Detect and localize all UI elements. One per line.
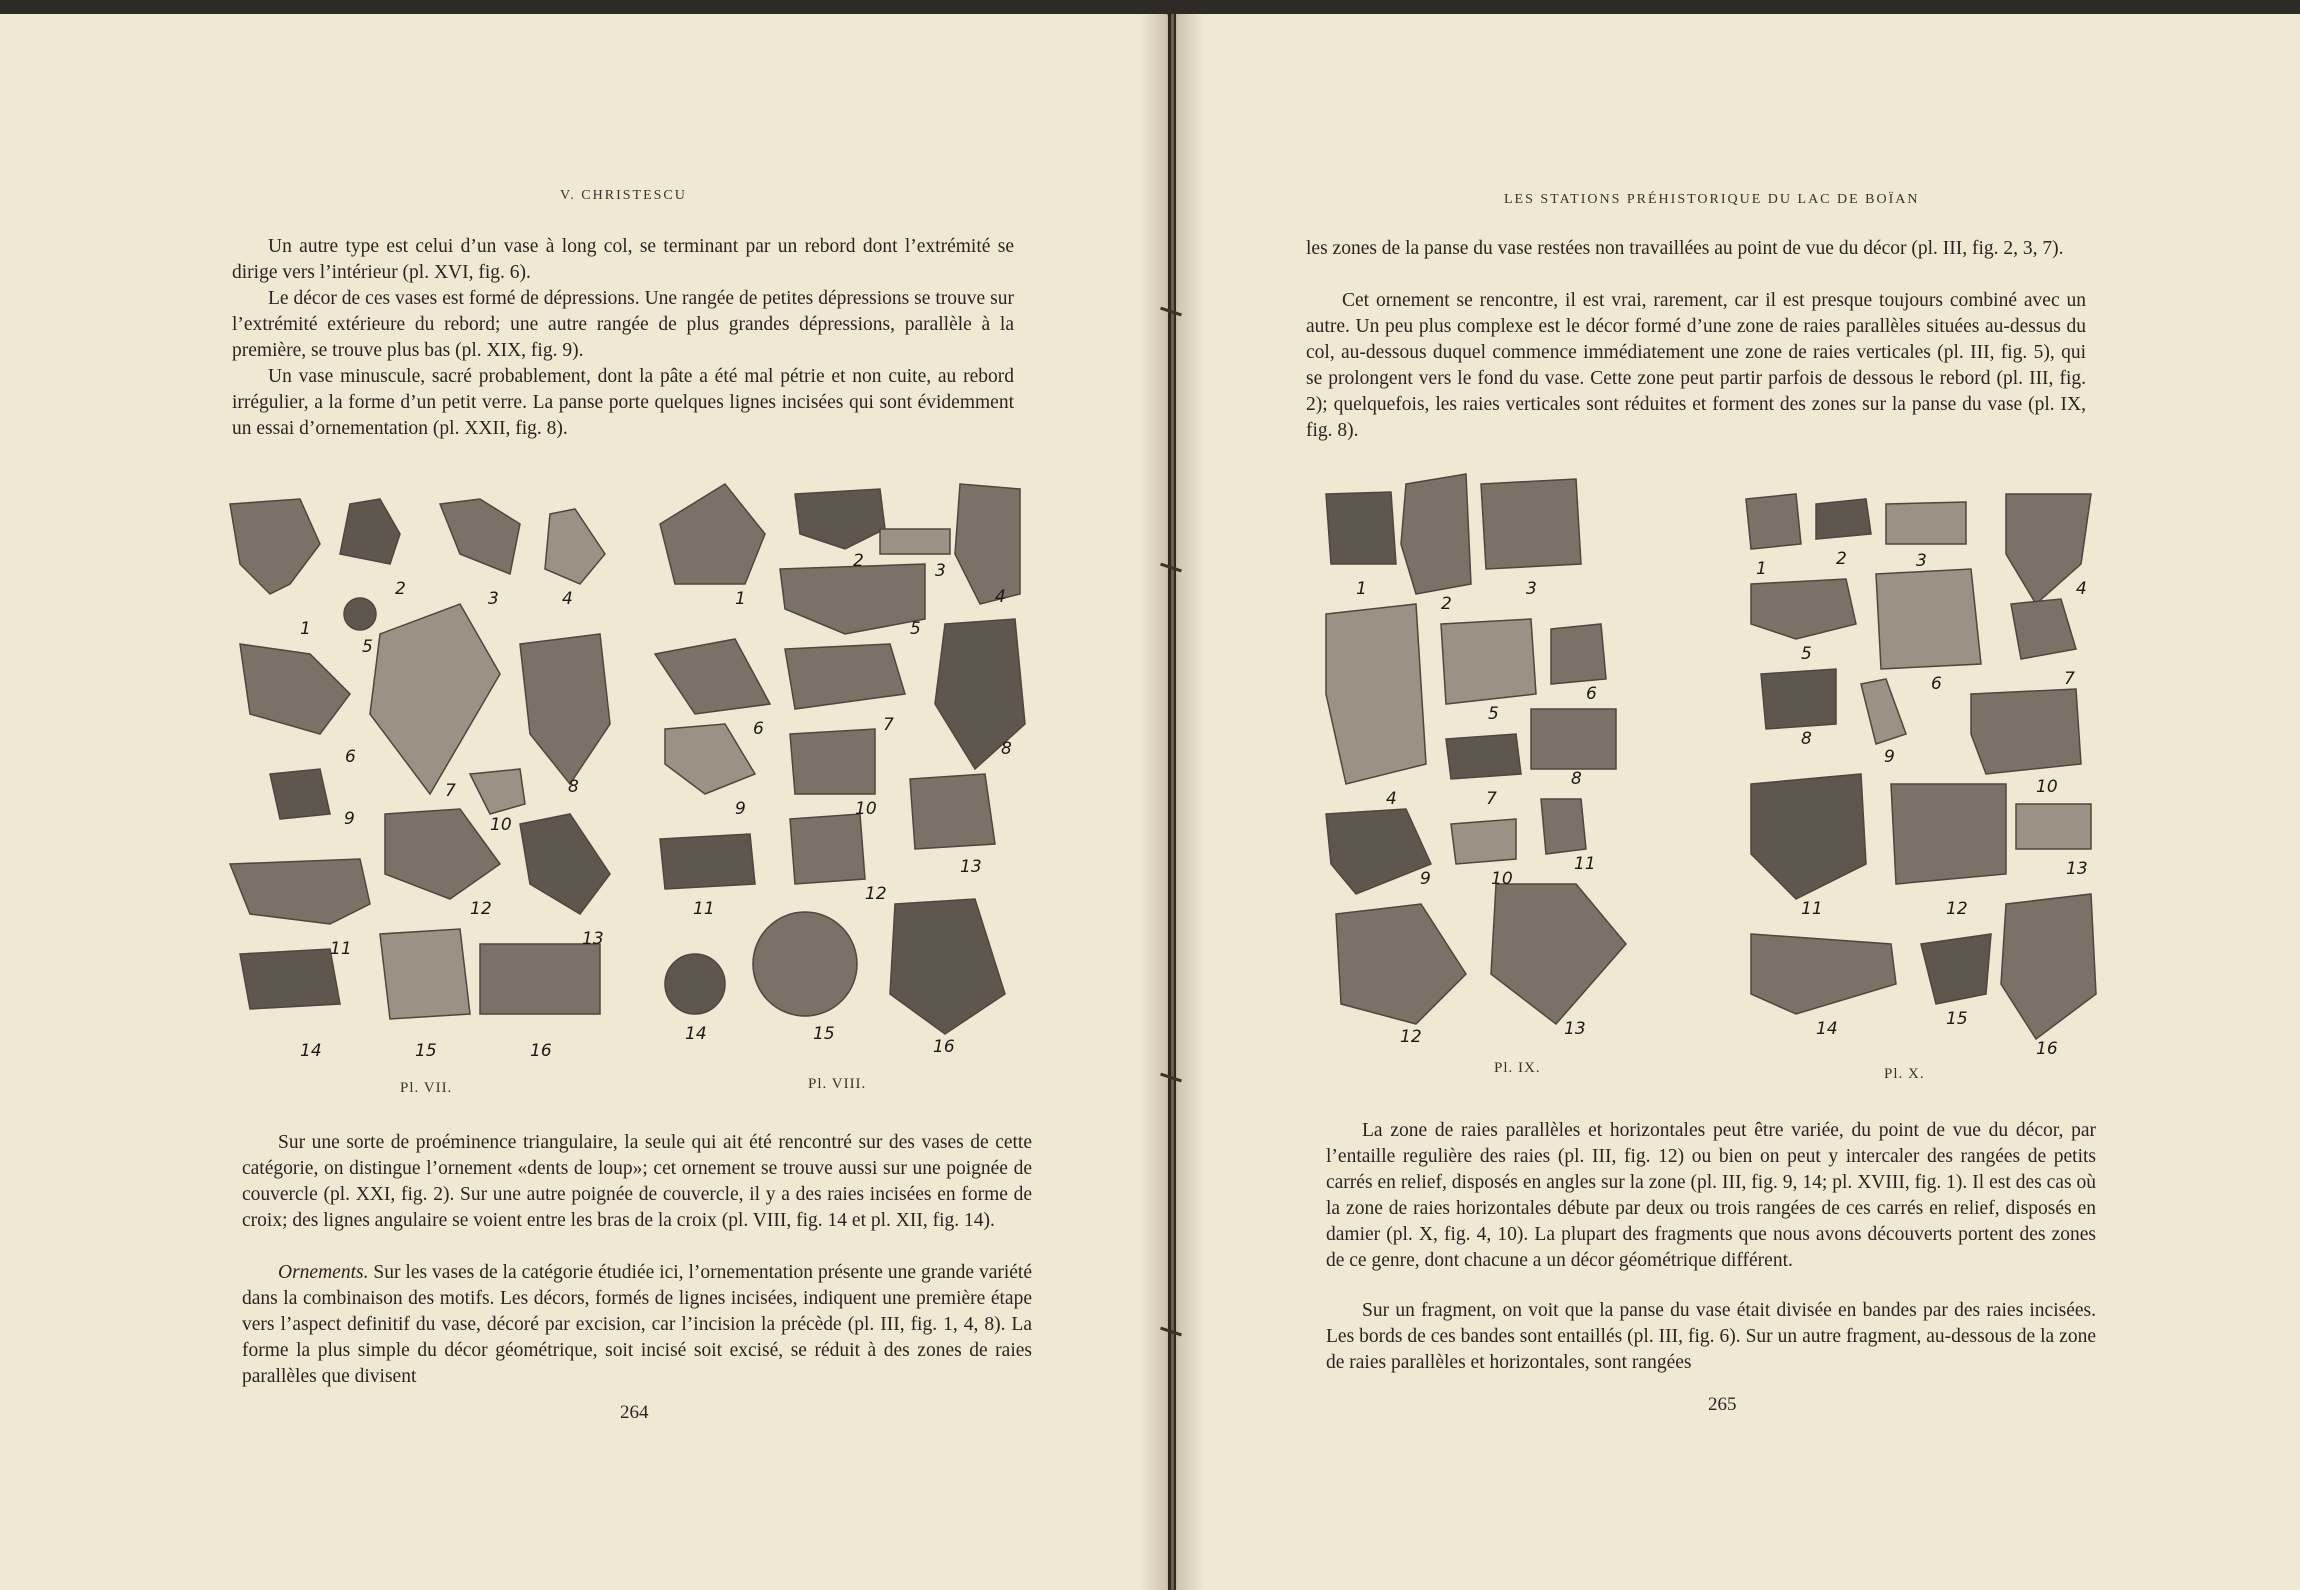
fig-num-ix-7: 7: [1486, 789, 1497, 809]
shard-viii-11: [660, 834, 755, 889]
fig-num-x-10: 10: [2036, 777, 2058, 797]
shard-ix-13: [1491, 884, 1626, 1024]
shard-vii-14: [240, 949, 340, 1009]
plate-x-caption: Pl. X.: [1884, 1066, 1925, 1082]
left-page-number: 264: [620, 1402, 649, 1423]
fig-num-x-3: 3: [1916, 551, 1927, 571]
fig-num-ix-6: 6: [1586, 684, 1597, 704]
fig-num-vii-9: 9: [344, 809, 355, 829]
shard-x-6: [1876, 569, 1981, 669]
fig-num-ix-10: 10: [1491, 869, 1513, 889]
shard-vii-3: [440, 499, 520, 574]
shard-viii-10: [790, 729, 875, 794]
left-running-header: V. CHRISTESCU: [560, 188, 687, 203]
fig-num-viii-4: 4: [995, 587, 1006, 607]
fig-num-viii-11: 11: [693, 899, 715, 919]
fig-num-x-15: 15: [1946, 1009, 1968, 1029]
fig-num-vii-10: 10: [490, 815, 512, 835]
left-paragraph-3: Un vase minuscule, sacré probablement, dont la pâte a été mal pétrie et non cuite, au rebord irrégulier, a la forme d’un petit verre. La panse porte quelques lignes incisées qui sont évidemment un essai d’ornementation (pl. XXII, fig. 8).: [232, 366, 1014, 439]
shard-vii-4: [545, 509, 605, 584]
shard-viii-14: [665, 954, 725, 1014]
fig-num-vii-8: 8: [568, 777, 579, 797]
shard-ix-4: [1326, 604, 1426, 784]
shard-vii-7: [370, 604, 500, 794]
shard-viii-15: [753, 912, 857, 1016]
shard-vii-8: [520, 634, 610, 784]
left-page: [0, 14, 1168, 1590]
fig-num-ix-1: 1: [1356, 579, 1367, 599]
book-spine-line: [1171, 14, 1174, 1590]
fig-num-x-11: 11: [1801, 899, 1823, 919]
shard-ix-12: [1336, 904, 1466, 1024]
fig-num-vii-4: 4: [562, 589, 573, 609]
shard-vii-11: [230, 859, 370, 924]
fig-num-x-14: 14: [1816, 1019, 1838, 1039]
fig-num-x-4: 4: [2076, 579, 2087, 599]
left-paragraph-2: Le décor de ces vases est formé de dépressions. Une rangée de petites dépressions se trouve sur l’extrémité extérieure du rebord; une autre rangée de plus grandes dépressions, parallèle à la première, se trouve plus bas (pl. XIX, fig. 9).: [232, 288, 1014, 361]
left-paragraph-4: Sur une sorte de proéminence triangulaire, la seule qui ait été rencontré sur des vases de cette catégorie, on distingue l’ornement «dents de loup»; cet ornement se trouve aussi sur une poignée de couvercle (pl. XXI, fig. 2). Sur une autre poignée de couvercle, il y a des raies incisées en forme de croix; des lignes angulaire se voient entre les bras de la croix (pl. VIII, fig. 14 et pl. XII, fig. 14).: [242, 1132, 1032, 1231]
fig-num-viii-10: 10: [855, 799, 877, 819]
fig-num-vii-2: 2: [395, 579, 406, 599]
fig-num-x-13: 13: [2066, 859, 2088, 879]
shard-x-12: [1891, 784, 2006, 884]
fig-num-vii-13: 13: [582, 929, 604, 949]
fig-num-viii-12: 12: [865, 884, 887, 904]
fig-num-viii-16: 16: [933, 1037, 955, 1057]
shard-x-16: [2001, 894, 2096, 1039]
shard-ix-7: [1446, 734, 1521, 779]
fig-num-viii-7: 7: [883, 715, 894, 735]
fig-num-ix-9: 9: [1420, 869, 1431, 889]
fig-num-x-5: 5: [1801, 644, 1812, 664]
fig-num-x-6: 6: [1931, 674, 1942, 694]
shard-x-1: [1746, 494, 1801, 549]
shard-ix-8: [1531, 709, 1616, 769]
fig-num-vii-6: 6: [345, 747, 356, 767]
shard-vii-5: [344, 598, 376, 630]
shard-ix-5: [1441, 619, 1536, 704]
fig-num-viii-6: 6: [753, 719, 764, 739]
shard-x-8: [1761, 669, 1836, 729]
shard-x-15: [1921, 934, 1991, 1004]
shard-ix-3: [1481, 479, 1581, 569]
right-paragraph-2: Cet ornement se rencontre, il est vrai, rarement, car il est presque toujours combiné avec un autre. Un peu plus complexe est le décor formé d’une zone de raies parallèles situées au-dessus du col, au-dessous duquel commence immédiatement une zone de raies verticales (pl. III, fig. 5), qui se prolongent vers le fond du vase. Cette zone peut partir parfois de dessous le rebord (pl. III, fig. 2); quelquefois, les raies verticales sont réduites et forment des zones sur la panse du vase (pl. IX, fig. 8).: [1306, 290, 2086, 441]
shard-viii-16: [890, 899, 1005, 1034]
shard-ix-2: [1401, 474, 1471, 594]
fig-num-viii-5: 5: [910, 619, 921, 639]
shard-vii-1: [230, 499, 320, 594]
left-paragraph-5: [242, 1260, 1032, 1390]
right-paragraph-4: Sur un fragment, on voit que la panse du vase était divisée en bandes par des raies incisées. Les bords de ces bandes sont entaillés (pl. III, fig. 6). Sur un autre fragment, au-dessous de la zone de raies parallèles et horizontales, sont rangées: [1326, 1300, 2096, 1373]
fig-num-x-8: 8: [1801, 729, 1812, 749]
shard-vii-9: [270, 769, 330, 819]
fig-num-ix-3: 3: [1526, 579, 1537, 599]
fig-num-x-9: 9: [1884, 747, 1895, 767]
fig-num-vii-12: 12: [470, 899, 492, 919]
fig-num-viii-8: 8: [1001, 739, 1012, 759]
fig-num-viii-14: 14: [685, 1024, 707, 1044]
fig-num-ix-13: 13: [1564, 1019, 1586, 1039]
shard-viii-12: [790, 814, 865, 884]
shard-viii-4: [955, 484, 1020, 604]
fig-num-ix-11: 11: [1574, 854, 1596, 874]
shard-x-5: [1751, 579, 1856, 639]
fig-num-viii-13: 13: [960, 857, 982, 877]
fig-num-ix-2: 2: [1441, 594, 1452, 614]
shard-x-3: [1886, 502, 1966, 544]
right-paragraph-1: les zones de la panse du vase restées non travaillées au point de vue du décor (pl. III, fig. 2, 3, 7).: [1306, 238, 2064, 259]
fig-num-viii-9: 9: [735, 799, 746, 819]
fig-num-vii-16: 16: [530, 1041, 552, 1061]
fig-num-viii-3: 3: [935, 561, 946, 581]
shard-viii-7: [785, 644, 905, 709]
shard-ix-1: [1326, 492, 1396, 564]
right-page: [1176, 14, 2300, 1590]
fig-num-ix-8: 8: [1571, 769, 1582, 789]
shard-viii-9: [665, 724, 755, 794]
shard-vii-6: [240, 644, 350, 734]
fig-num-x-12: 12: [1946, 899, 1968, 919]
fig-num-viii-15: 15: [813, 1024, 835, 1044]
shard-ix-9: [1326, 809, 1431, 894]
shard-viii-2: [795, 489, 885, 549]
shard-viii-5: [780, 564, 925, 634]
shard-vii-16: [480, 944, 600, 1014]
left-paragraph-1: Un autre type est celui d’un vase à long col, se terminant par un rebord dont l’extrémité se dirige vers l’intérieur (pl. XVI, fig. 6).: [232, 236, 1014, 283]
left-paragraph-5-text: Sur les vases de la catégorie étudiée ici, l’ornementation présente une grande variété dans la combinaison des motifs. Les décors, formés de lignes incisées, indiquent une première étape vers l’aspect definitif du vase, décoré par excision, car l’incision la précède (pl. III, fig. 1, 4, 8). La forme la plus simple du décor géométrique, soit incisé soit excisé, se réduit à des zones de raies parallèles que divisent: [242, 1262, 1033, 1387]
shard-vii-10: [470, 769, 525, 814]
shard-vii-2: [340, 499, 400, 564]
fig-num-ix-5: 5: [1488, 704, 1499, 724]
shard-viii-6: [655, 639, 770, 714]
shard-x-9: [1861, 679, 1906, 744]
shard-vii-12: [385, 809, 500, 899]
fig-num-viii-1: 1: [735, 589, 746, 609]
right-running-header: LES STATIONS PRÉHISTORIQUE DU LAC DE BOÏAN: [1504, 192, 1920, 207]
plate-vii-caption: Pl. VII.: [400, 1080, 453, 1096]
plate-ix-caption: Pl. IX.: [1494, 1060, 1541, 1076]
shard-viii-13: [910, 774, 995, 849]
right-paragraph-3: La zone de raies parallèles et horizontales peut être variée, du point de vue du décor, par l’entaille regulière des raies (pl. III, fig. 12) ou bien on peut y intercaler des rangées de petits carrés en relief, disposés en angles sur la zone (pl. III, fig. 9, 14; pl. XVIII, fig. 1). Il est des cas où la zone de raies horizontales débute par deux ou trois rangées de ces carrés en relief, disposés en damier (pl. X, fig. 4, 10). La plupart des fragments que nous avons découverts portent des zones de ce genre, dont chacune a un décor géométrique différent.: [1326, 1120, 2096, 1271]
fig-num-ix-12: 12: [1400, 1027, 1422, 1047]
shard-x-13: [2016, 804, 2091, 849]
shard-x-7: [2011, 599, 2076, 659]
fig-num-viii-2: 2: [853, 551, 864, 571]
fig-num-x-1: 1: [1756, 559, 1767, 579]
shard-vii-13: [520, 814, 610, 914]
plate-x-figure: [1736, 474, 2116, 1064]
plate-vii-figure: [220, 484, 650, 1064]
shard-x-10: [1971, 689, 2081, 774]
shard-viii-3: [880, 529, 950, 554]
fig-num-vii-7: 7: [445, 781, 456, 801]
ornements-label: Ornements.: [278, 1262, 369, 1283]
plate-viii-figure: [645, 474, 1035, 1064]
plate-ix-figure: [1316, 464, 1716, 1054]
fig-num-x-16: 16: [2036, 1039, 2058, 1059]
shard-vii-15: [380, 929, 470, 1019]
fig-num-vii-3: 3: [488, 589, 499, 609]
shard-ix-11: [1541, 799, 1586, 854]
fig-num-x-7: 7: [2064, 669, 2075, 689]
fig-num-ix-4: 4: [1386, 789, 1397, 809]
shard-ix-10: [1451, 819, 1516, 864]
shard-ix-6: [1551, 624, 1606, 684]
fig-num-vii-11: 11: [330, 939, 352, 959]
shard-x-11: [1751, 774, 1866, 899]
shard-x-2: [1816, 499, 1871, 539]
plate-viii-caption: Pl. VIII.: [808, 1076, 867, 1092]
fig-num-x-2: 2: [1836, 549, 1847, 569]
fig-num-vii-15: 15: [415, 1041, 437, 1061]
fig-num-vii-14: 14: [300, 1041, 322, 1061]
shard-viii-1: [660, 484, 765, 584]
shard-x-14: [1751, 934, 1896, 1014]
right-page-number: 265: [1708, 1394, 1737, 1415]
fig-num-vii-1: 1: [300, 619, 311, 639]
fig-num-vii-5: 5: [362, 637, 373, 657]
